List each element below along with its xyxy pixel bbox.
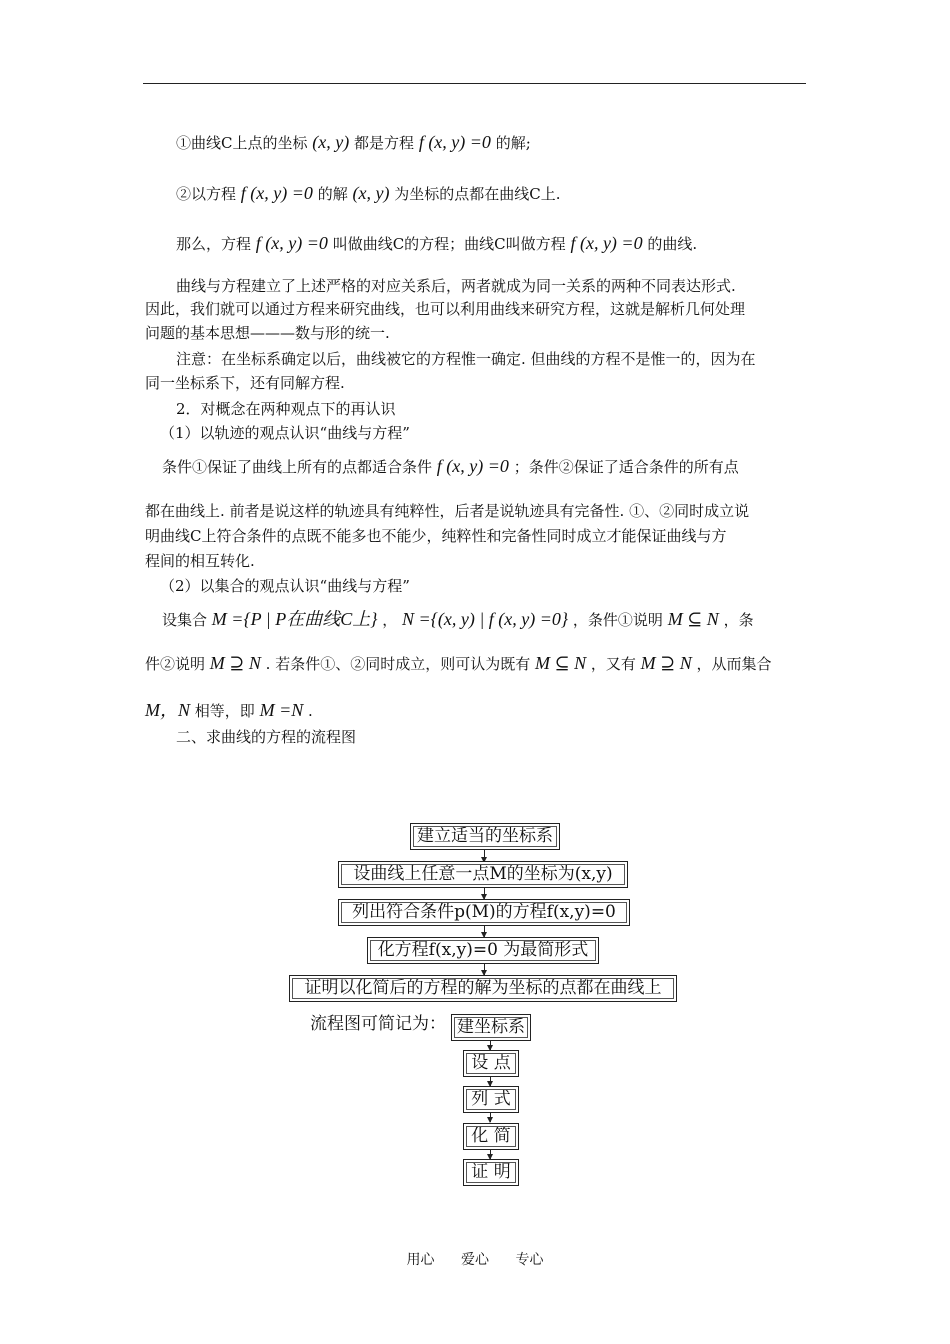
math-set-m: M ={P | P在曲线C上} (211, 609, 378, 629)
paragraph-3-line-1 (162, 455, 739, 478)
flow-arrow-2 (484, 888, 485, 899)
short-step-5: 证 明 (463, 1159, 519, 1186)
math-m-subset-n: M ⊆ N (535, 653, 587, 673)
math-fxy0: f (x, y) =0 (255, 233, 328, 253)
condition-1-text-c: 的解; (495, 134, 531, 152)
condition-1-text-b: 都是方程 (354, 134, 415, 152)
math-m-superset-n: M ⊇ N (209, 653, 261, 673)
paragraph-3-line-4: 程间的相互转化. (145, 552, 255, 570)
paragraph-4-text-i: 相等，即 (194, 702, 255, 720)
short-step-4: 化 简 (463, 1123, 519, 1150)
paragraph-4-text-j: . (308, 702, 313, 720)
page-footer: 用心 爱心 专心 (406, 1252, 544, 1268)
paragraph-4-line-1 (162, 608, 754, 631)
condition-2-text-c: 为坐标的点都在曲线C上. (394, 185, 561, 203)
math-xy: (x, y) (312, 132, 350, 152)
paragraph-4-text-g: ，又有 (590, 655, 636, 673)
paragraph-3-line-2: 都在曲线上. 前者是说这样的轨迹具有纯粹性，后者是说轨迹具有完备性. ①、②同时成立说 (145, 502, 750, 520)
paragraph-2-line-2: 同一坐标系下，还有同解方程. (145, 374, 345, 392)
flow-step-3: 列出符合条件p(M)的方程f(x,y)=0 (338, 899, 630, 926)
paragraph-3-text-a: 条件①保证了曲线上所有的点都适合条件 (162, 458, 433, 476)
paragraph-3-line-3: 明曲线C上符合条件的点既不能多也不能少，纯粹性和完备性同时成立才能保证曲线与方 (145, 527, 727, 545)
definition-text-b: 叫做曲线C的方程；曲线C叫做方程 (332, 235, 566, 253)
condition-2 (176, 182, 561, 205)
flow-step-4: 化方程f(x,y)=0 为最简形式 (367, 937, 599, 964)
short-step-1: 建坐标系 (451, 1014, 531, 1041)
condition-1 (176, 131, 531, 154)
paragraph-1-line-1: 曲线与方程建立了上述严格的对应关系后，两者就成为同一关系的两种不同表达形式. (176, 277, 736, 295)
short-step-2: 设 点 (463, 1050, 519, 1077)
paragraph-4-text-f: . 若条件①、②同时成立，则可认为既有 (265, 655, 531, 673)
definition-text-c: 的曲线. (647, 235, 698, 253)
math-fxy0: f (x, y) =0 (240, 183, 313, 203)
short-flow-label: 流程图可简记为： (310, 1014, 446, 1034)
condition-2-text-a: ②以方程 (176, 185, 237, 203)
math-fxy0: f (x, y) =0 (570, 233, 643, 253)
math-set-n: N ={(x, y) | f (x, y) =0} (402, 609, 569, 629)
math-m-equals-n: M =N (259, 700, 304, 720)
math-xy: (x, y) (352, 183, 390, 203)
paragraph-4-line-2 (145, 652, 772, 675)
section-heading-3: 二、求曲线的方程的流程图 (176, 728, 357, 746)
definition-sentence (176, 232, 697, 255)
short-arrow-4 (490, 1150, 491, 1159)
condition-2-text-b: 的解 (317, 185, 348, 203)
paragraph-4-text-c: ，条件①说明 (572, 611, 663, 629)
paragraph-1-line-2: 因此，我们就可以通过方程来研究曲线，也可以利用曲线来研究方程，这就是解析几何处理 (145, 300, 746, 318)
short-step-3: 列 式 (463, 1086, 519, 1113)
math-m-subset-n: M ⊆ N (667, 609, 719, 629)
section-heading-2: 2．对概念在两种观点下的再认识 (176, 400, 396, 418)
flow-arrow-3 (484, 926, 485, 937)
short-arrow-3 (490, 1113, 491, 1122)
header-rule (143, 83, 806, 84)
flow-arrow-4 (484, 964, 485, 975)
flow-step-1: 建立适当的坐标系 (410, 823, 560, 850)
math-m-n: M，N (145, 700, 190, 720)
flow-step-5: 证明以化简后的方程的解为坐标的点都在曲线上 (289, 975, 677, 1002)
condition-1-text-a: ①曲线C上点的坐标 (176, 134, 308, 152)
math-m-superset-n: M ⊇ N (640, 653, 692, 673)
short-arrow-2 (490, 1077, 491, 1086)
paragraph-4-text-b: ， (382, 611, 398, 629)
subheading-2: （2）以集合的观点认识“曲线与方程” (160, 577, 410, 595)
paragraph-3-text-b: ；条件②保证了适合条件的所有点 (513, 458, 739, 476)
subheading-1: （1）以轨迹的观点认识“曲线与方程” (160, 424, 410, 442)
math-fxy0: f (x, y) =0 (436, 456, 509, 476)
paragraph-4-text-d: ，条 (723, 611, 754, 629)
definition-text-a: 那么，方程 (176, 235, 252, 253)
paragraph-4-text-a: 设集合 (162, 611, 208, 629)
flow-step-2: 设曲线上任意一点M的坐标为(x,y) (338, 861, 628, 888)
paragraph-4-text-h: ，从而集合 (696, 655, 772, 673)
paragraph-4-text-e: 件②说明 (145, 655, 206, 673)
short-arrow-1 (490, 1041, 491, 1050)
paragraph-4-line-3 (145, 699, 313, 722)
paragraph-1-line-3: 问题的基本思想———数与形的统一. (145, 324, 390, 342)
math-fxy0: f (x, y) =0 (418, 132, 491, 152)
paragraph-2-line-1: 注意：在坐标系确定以后，曲线被它的方程惟一确定. 但曲线的方程不是惟一的，因为在 (176, 350, 756, 368)
